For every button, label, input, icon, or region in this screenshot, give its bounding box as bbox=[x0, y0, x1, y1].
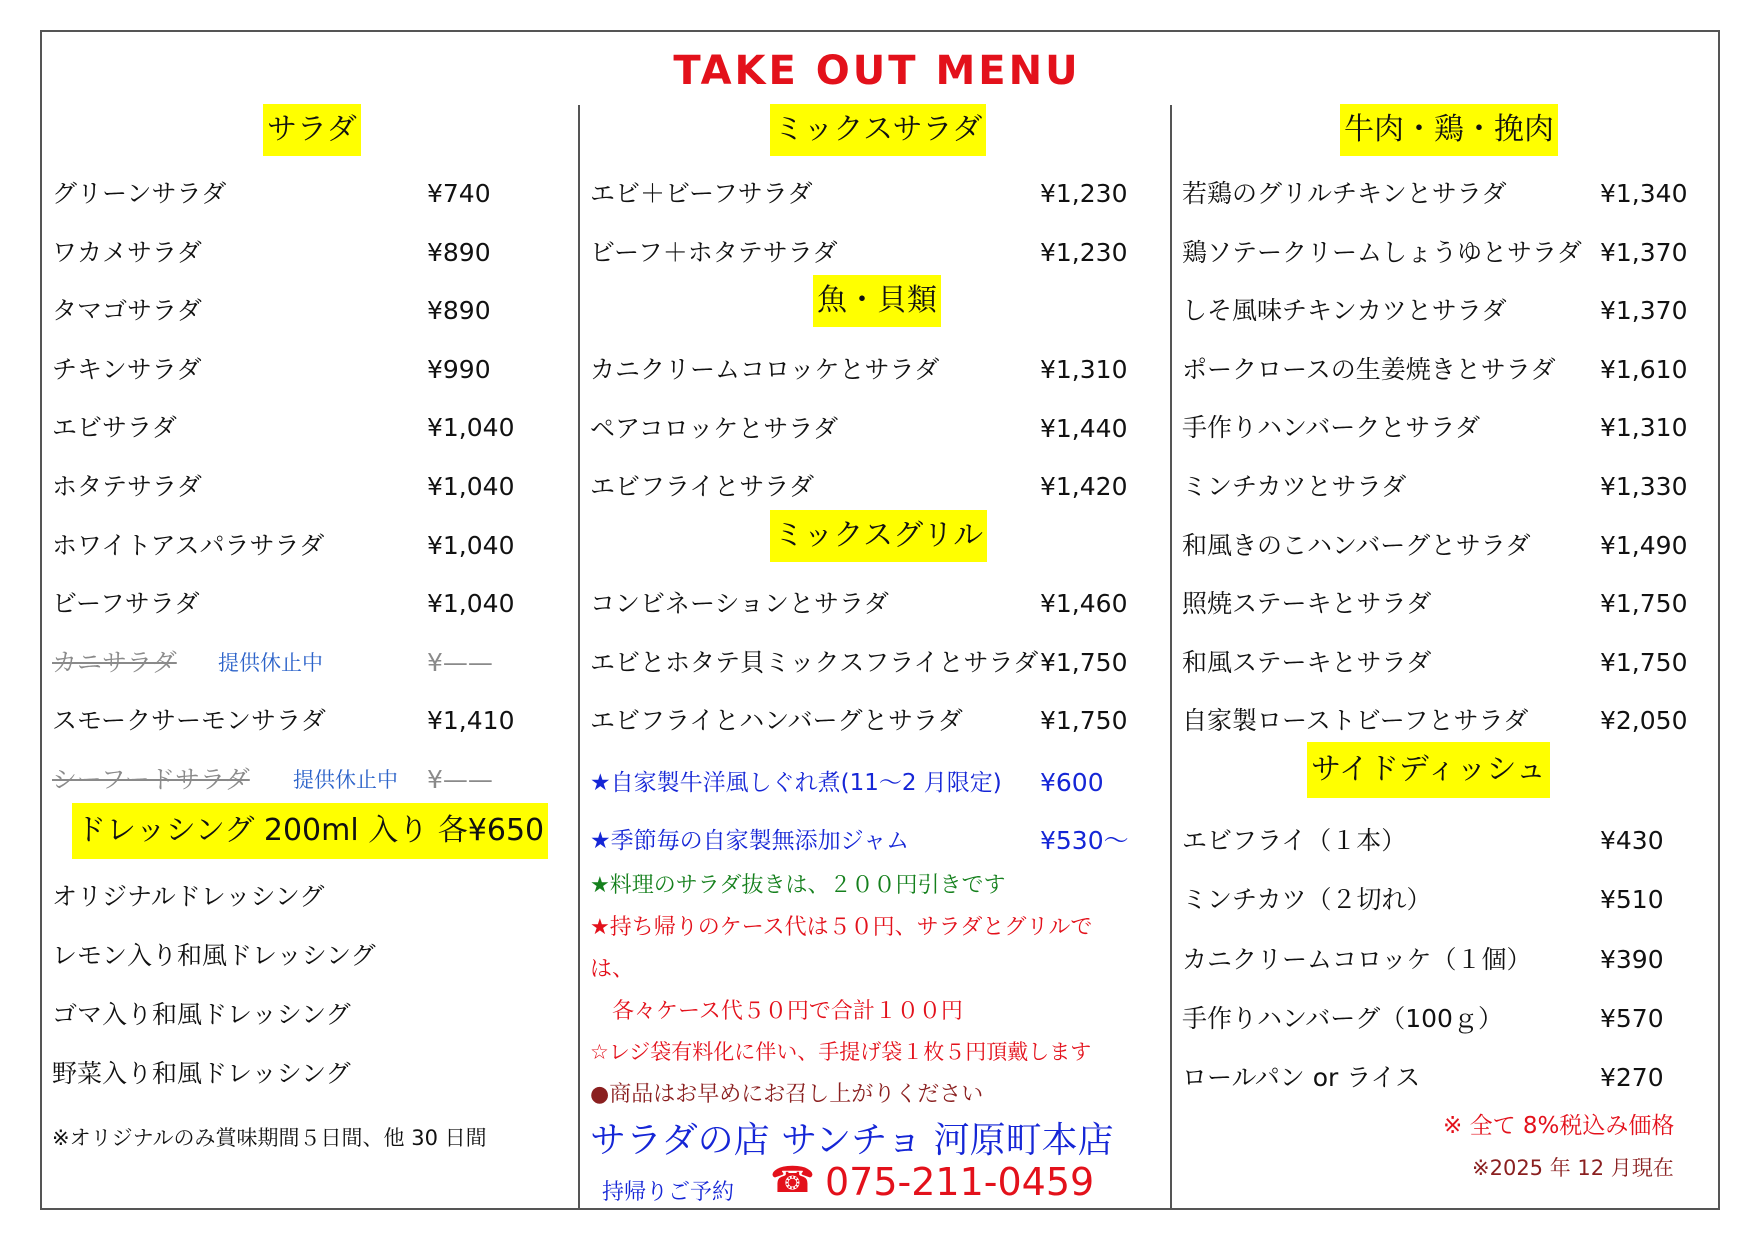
menu-item bbox=[1182, 528, 1712, 564]
menu-item bbox=[52, 176, 562, 212]
item-price: ¥1,460 bbox=[1040, 589, 1128, 618]
item-price: ¥1,420 bbox=[1040, 472, 1128, 502]
item-price: ¥1,230 bbox=[1040, 237, 1128, 267]
item-price: ¥1,040 bbox=[427, 589, 515, 619]
dressing-item: 野菜入り和風ドレッシング bbox=[52, 1059, 351, 1088]
menu-item bbox=[1182, 352, 1712, 388]
item-price: ¥1,040 bbox=[427, 472, 515, 501]
item-name: 照焼ステーキとサラダ bbox=[1182, 589, 1432, 619]
item-price: ¥270 bbox=[1600, 1063, 1664, 1093]
menu-item bbox=[52, 293, 562, 329]
special-item-shigureni bbox=[590, 765, 1150, 801]
item-name: しそ風味チキンカツとサラダ bbox=[1182, 296, 1507, 326]
shop-name: サラダの店 サンチョ 河原町本店 bbox=[590, 1120, 1114, 1161]
dressing-item: レモン入り和風ドレッシング bbox=[52, 941, 376, 970]
item-price: ¥1,490 bbox=[1600, 530, 1688, 560]
item-name: エビフライとハンバーグとサラダ bbox=[590, 706, 963, 736]
item-name: ホタテサラダ bbox=[52, 472, 202, 501]
item-name: ホワイトアスパラサラダ bbox=[52, 530, 325, 560]
item-price: ¥1,750 bbox=[1600, 589, 1688, 619]
item-name: ビーフサラダ bbox=[52, 589, 200, 619]
menu-item bbox=[1182, 645, 1712, 681]
dressing-item: ゴマ入り和風ドレッシング bbox=[52, 1000, 351, 1029]
item-name: ロールパン or ライス bbox=[1182, 1063, 1421, 1093]
item-name: 手作りハンバーグ（100ｇ） bbox=[1182, 1003, 1503, 1033]
menu-item bbox=[590, 352, 1160, 388]
menu-item bbox=[590, 235, 1160, 271]
menu-item bbox=[1182, 882, 1712, 918]
mix-grill-header: ミックスグリル bbox=[770, 510, 987, 562]
item-name: スモークサーモンサラダ bbox=[52, 706, 326, 736]
item-name: ワカメサラダ bbox=[52, 237, 202, 267]
menu-item bbox=[1182, 586, 1712, 622]
case-fee-note: ★持ち帰りのケース代は５０円、サラダとグリルで bbox=[590, 915, 1093, 940]
phone-icon: ☎ bbox=[770, 1160, 815, 1201]
dressing-footnote: ※オリジナルのみ賞味期間５日間、他 30 日間 bbox=[52, 1126, 487, 1150]
phone-number[interactable]: 075-211-0459 bbox=[825, 1160, 1095, 1204]
item-name: 手作りハンバークとサラダ bbox=[1182, 413, 1481, 443]
menu-item bbox=[52, 586, 562, 622]
menu-item bbox=[1182, 469, 1712, 505]
item-price: ¥1,040 bbox=[427, 530, 515, 560]
menu-item bbox=[1182, 235, 1712, 271]
item-name: ★季節毎の自家製無添加ジャム bbox=[590, 828, 910, 854]
menu-item bbox=[1182, 176, 1712, 212]
menu-item bbox=[1182, 942, 1712, 978]
dressing-header: ドレッシング 200ml 入り 各¥650 bbox=[72, 803, 548, 859]
item-name: カニクリームコロッケ（１個） bbox=[1182, 944, 1532, 974]
menu-item bbox=[1182, 1001, 1712, 1037]
item-name: エビフライとサラダ bbox=[590, 472, 815, 502]
item-price: ¥430 bbox=[1600, 826, 1664, 855]
item-name: コンビネーションとサラダ bbox=[590, 589, 889, 618]
item-price: ¥1,750 bbox=[1600, 647, 1688, 677]
menu-item bbox=[1182, 1060, 1712, 1096]
item-name: カニクリームコロッケとサラダ bbox=[590, 355, 940, 384]
item-name: ミンチカツとサラダ bbox=[1182, 472, 1407, 501]
item-name: タマゴサラダ bbox=[52, 296, 202, 326]
menu-item bbox=[590, 645, 1160, 681]
item-price: ¥390 bbox=[1600, 944, 1664, 974]
item-price: ¥1,370 bbox=[1600, 237, 1688, 267]
item-price: ¥1,750 bbox=[1040, 647, 1128, 677]
item-price: ¥—— bbox=[427, 647, 493, 677]
item-price: ¥1,440 bbox=[1040, 413, 1128, 443]
bag-fee-note: ☆レジ袋有料化に伴い、手提げ袋１枚５円頂戴します bbox=[590, 1040, 1092, 1064]
eat-soon-note: ●商品はお早めにお召し上がりください bbox=[590, 1082, 984, 1107]
item-name: 自家製ローストビーフとサラダ bbox=[1182, 706, 1529, 736]
item-price: ¥530～ bbox=[1040, 826, 1129, 855]
menu-item bbox=[590, 176, 1160, 212]
item-name: 和風ステーキとサラダ bbox=[1182, 647, 1432, 677]
menu-item bbox=[1182, 703, 1712, 739]
column-divider bbox=[1170, 105, 1172, 1210]
menu-item bbox=[1182, 410, 1712, 446]
item-price: ¥600 bbox=[1040, 768, 1104, 797]
item-name: エビ＋ビーフサラダ bbox=[590, 179, 813, 208]
item-price: ¥990 bbox=[427, 354, 491, 384]
item-price: ¥570 bbox=[1600, 1003, 1664, 1033]
item-price: ¥1,750 bbox=[1040, 706, 1128, 736]
tax-note: ※ 全て 8%税込み価格 bbox=[1443, 1113, 1675, 1139]
item-name: 鶏ソテークリームしょうゆとサラダ bbox=[1182, 237, 1582, 267]
dressing-item: オリジナルドレッシング bbox=[52, 882, 325, 911]
item-name: チキンサラダ bbox=[52, 354, 202, 384]
item-name: グリーンサラダ bbox=[52, 179, 227, 208]
menu-title: TAKE OUT MENU bbox=[673, 48, 1081, 94]
item-name: ★自家製牛洋風しぐれ煮(11～2 月限定) bbox=[590, 770, 1002, 796]
item-name: ビーフ＋ホタテサラダ bbox=[590, 237, 838, 267]
item-price: ¥1,230 bbox=[1040, 179, 1128, 208]
salad-header: サラダ bbox=[263, 104, 361, 156]
side-dish-header: サイドディッシュ bbox=[1307, 742, 1550, 798]
item-name: エビとホタテ貝ミックスフライとサラダ bbox=[590, 647, 1039, 677]
menu-item bbox=[590, 703, 1160, 739]
menu-item bbox=[52, 410, 562, 446]
menu-item bbox=[52, 762, 562, 798]
item-price: ¥510 bbox=[1600, 885, 1664, 915]
item-name: カニサラダ bbox=[52, 647, 177, 677]
fish-header: 魚・貝類 bbox=[813, 275, 941, 327]
item-price: ¥1,610 bbox=[1600, 354, 1688, 384]
item-name: エビフライ（１本） bbox=[1182, 826, 1407, 855]
mix-salad-header: ミックスサラダ bbox=[770, 104, 986, 156]
item-name: ポークロースの生姜焼きとサラダ bbox=[1182, 354, 1556, 384]
menu-item bbox=[52, 235, 562, 271]
item-name: エビサラダ bbox=[52, 413, 177, 443]
item-price: ¥890 bbox=[427, 296, 491, 326]
no-salad-note: ★料理のサラダ抜きは、２００円引きです bbox=[590, 873, 1006, 898]
reservation-label: 持帰りご予約 bbox=[602, 1180, 735, 1205]
suspended-badge: 提供休止中 bbox=[293, 768, 398, 792]
menu-item bbox=[590, 469, 1160, 505]
item-price: ¥1,310 bbox=[1040, 355, 1128, 384]
special-item-jam bbox=[590, 823, 1150, 859]
item-name: ペアコロッケとサラダ bbox=[590, 413, 839, 443]
column-divider bbox=[578, 105, 580, 1210]
item-price: ¥1,370 bbox=[1600, 296, 1688, 326]
menu-item bbox=[52, 469, 562, 505]
item-price: ¥740 bbox=[427, 179, 491, 208]
suspended-badge: 提供休止中 bbox=[218, 650, 323, 675]
menu-item bbox=[52, 645, 562, 681]
case-fee-total-note: 各々ケース代５０円で合計１００円 bbox=[612, 999, 963, 1024]
case-fee-note-cont: は、 bbox=[590, 957, 635, 982]
item-price: ¥1,330 bbox=[1600, 472, 1688, 501]
item-price: ¥1,310 bbox=[1600, 413, 1688, 443]
item-price: ¥1,340 bbox=[1600, 179, 1688, 208]
item-price: ¥890 bbox=[427, 237, 491, 267]
item-price: ¥1,410 bbox=[427, 706, 515, 736]
menu-item bbox=[590, 411, 1160, 447]
menu-item bbox=[1182, 823, 1712, 859]
menu-item bbox=[590, 586, 1160, 622]
menu-item bbox=[52, 352, 562, 388]
item-price: ¥2,050 bbox=[1600, 706, 1688, 736]
item-name: ミンチカツ（２切れ） bbox=[1182, 885, 1432, 915]
item-name: 和風きのこハンバーグとサラダ bbox=[1182, 530, 1531, 560]
item-price: ¥—— bbox=[427, 765, 493, 794]
menu-item bbox=[52, 703, 562, 739]
item-name: 若鶏のグリルチキンとサラダ bbox=[1182, 179, 1507, 208]
item-price: ¥1,040 bbox=[427, 413, 515, 443]
meat-header: 牛肉・鶏・挽肉 bbox=[1340, 104, 1558, 156]
date-note: ※2025 年 12 月現在 bbox=[1472, 1156, 1674, 1180]
menu-item bbox=[1182, 293, 1712, 329]
item-name: シーフードサラダ bbox=[52, 765, 250, 794]
menu-item bbox=[52, 528, 562, 564]
